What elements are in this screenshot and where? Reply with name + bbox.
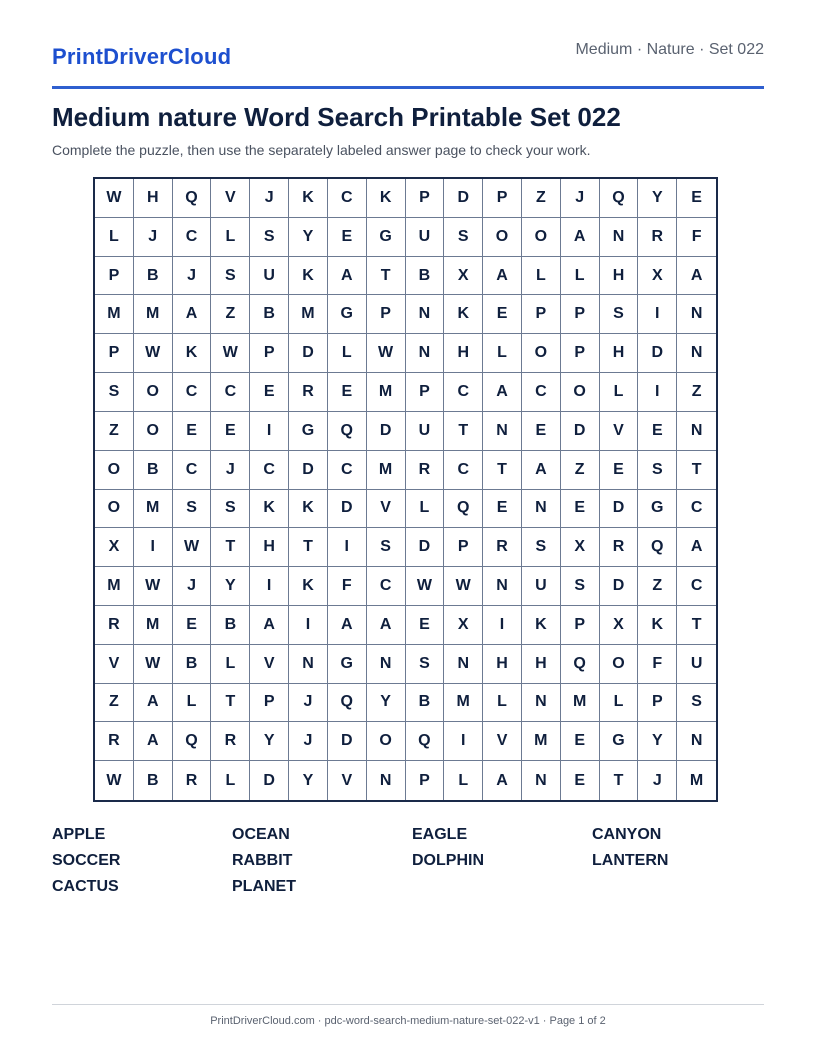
grid-cell: Q xyxy=(561,645,600,684)
grid-cell: P xyxy=(250,334,289,373)
grid-cell: Y xyxy=(211,567,250,606)
page-subtitle: Complete the puzzle, then use the separately labeled answer page to check your work. xyxy=(52,142,591,158)
grid-cell: E xyxy=(561,490,600,529)
grid-cell: V xyxy=(211,179,250,218)
grid-cell: Y xyxy=(638,722,677,761)
grid-cell: U xyxy=(250,257,289,296)
grid-cell: R xyxy=(638,218,677,257)
grid-cell: M xyxy=(134,606,173,645)
grid-cell: S xyxy=(211,257,250,296)
grid-cell: K xyxy=(522,606,561,645)
grid-cell: K xyxy=(289,490,328,529)
grid-cell: F xyxy=(328,567,367,606)
grid-cell: B xyxy=(250,295,289,334)
grid-cell: W xyxy=(134,334,173,373)
grid-cell: S xyxy=(95,373,134,412)
grid-cell: B xyxy=(173,645,212,684)
grid-cell: S xyxy=(406,645,445,684)
grid-cell: W xyxy=(367,334,406,373)
grid-cell: N xyxy=(677,334,716,373)
grid-cell: B xyxy=(406,684,445,723)
grid-cell: M xyxy=(689,771,704,789)
grid-cell: J xyxy=(561,179,600,218)
grid-cell: L xyxy=(173,684,212,723)
grid-cell: Z xyxy=(522,179,561,218)
grid-cell: J xyxy=(289,684,328,723)
page-footer: PrintDriverCloud.com · pdc-word-search-medium-nature-set-022-v1 · Page 1 of 2 xyxy=(52,1004,764,1027)
grid-cell: L xyxy=(522,257,561,296)
grid-cell: E xyxy=(328,373,367,412)
grid-cell: Z xyxy=(95,412,134,451)
grid-cell: T xyxy=(483,451,522,490)
grid-cell: L xyxy=(561,257,600,296)
grid-cell: O xyxy=(95,490,134,529)
grid-cell: R xyxy=(600,528,639,567)
grid-cell: T xyxy=(600,761,639,800)
grid-cell: J xyxy=(173,257,212,296)
grid-cell: E xyxy=(483,295,522,334)
grid-cell: O xyxy=(522,334,561,373)
grid-cell: N xyxy=(522,684,561,723)
grid-cell: E xyxy=(328,218,367,257)
grid-cell: X xyxy=(444,606,483,645)
grid-cell: G xyxy=(328,645,367,684)
grid-cell: E xyxy=(173,606,212,645)
grid-cell: A xyxy=(561,218,600,257)
grid-cell: V xyxy=(250,645,289,684)
grid-cell: L xyxy=(211,218,250,257)
grid-cell: A xyxy=(328,257,367,296)
grid-cell: E xyxy=(561,761,600,800)
grid-cell: P xyxy=(561,295,600,334)
grid-cell: Q xyxy=(600,179,639,218)
grid-cell: D xyxy=(561,412,600,451)
grid-cell: N xyxy=(677,295,716,334)
grid-cell: C xyxy=(173,373,212,412)
grid-cell: X xyxy=(600,606,639,645)
grid-cell: N xyxy=(444,645,483,684)
grid-cell: K xyxy=(250,490,289,529)
grid-cell: X xyxy=(561,528,600,567)
grid-cell: I xyxy=(250,412,289,451)
grid-cell: Q xyxy=(406,722,445,761)
word-list-item: OCEAN xyxy=(232,826,290,843)
word-list-item: CACTUS xyxy=(52,878,119,895)
grid-cell: N xyxy=(406,295,445,334)
grid-cell: B xyxy=(406,257,445,296)
grid-cell: P xyxy=(95,334,134,373)
grid-cell: S xyxy=(367,528,406,567)
grid-cell: W xyxy=(173,528,212,567)
grid-cell: M xyxy=(134,295,173,334)
grid-cell: W xyxy=(406,567,445,606)
grid-cell: N xyxy=(367,761,406,800)
grid-cell: O xyxy=(134,373,173,412)
grid-cell: I xyxy=(289,606,328,645)
grid-cell: H xyxy=(600,257,639,296)
grid-cell: S xyxy=(677,684,716,723)
page-header xyxy=(52,38,764,89)
grid-cell: M xyxy=(95,295,134,334)
grid-cell: T xyxy=(444,412,483,451)
grid-cell: B xyxy=(211,606,250,645)
grid-cell: O xyxy=(561,373,600,412)
grid-cell: D xyxy=(250,761,289,800)
grid-cell: C xyxy=(250,451,289,490)
grid-cell: Z xyxy=(211,295,250,334)
grid-cell: P xyxy=(95,257,134,296)
grid-cell: W xyxy=(95,179,134,218)
grid-cell: P xyxy=(638,684,677,723)
grid-cell: N xyxy=(289,645,328,684)
grid-cell: A xyxy=(134,684,173,723)
grid-cell: M xyxy=(561,684,600,723)
grid-cell: C xyxy=(522,373,561,412)
grid-cell: Q xyxy=(328,412,367,451)
grid-cell: I xyxy=(134,528,173,567)
grid-cell: D xyxy=(600,490,639,529)
grid-cell: N xyxy=(406,334,445,373)
grid-cell: G xyxy=(600,722,639,761)
grid-cell: N xyxy=(483,567,522,606)
grid-cell: R xyxy=(173,761,212,800)
grid-cell: R xyxy=(211,722,250,761)
word-list xyxy=(52,825,764,903)
puzzle-meta: Medium · Nature · Set 022 xyxy=(575,41,764,58)
grid-cell: S xyxy=(561,567,600,606)
grid-cell: P xyxy=(367,295,406,334)
grid-cell: J xyxy=(134,218,173,257)
word-list-item: APPLE xyxy=(52,826,106,843)
grid-cell: I xyxy=(250,567,289,606)
grid-cell: A xyxy=(328,606,367,645)
grid-cell: A xyxy=(677,528,716,567)
grid-cell: V xyxy=(367,490,406,529)
grid-cell: E xyxy=(173,412,212,451)
grid-cell: P xyxy=(250,684,289,723)
grid-cell: S xyxy=(211,490,250,529)
grid-cell: M xyxy=(367,373,406,412)
grid-cell: Q xyxy=(328,684,367,723)
grid-cell: S xyxy=(600,295,639,334)
grid-cell: M xyxy=(367,451,406,490)
grid-cell: L xyxy=(211,645,250,684)
grid-cell: W xyxy=(134,567,173,606)
grid-cell: E xyxy=(600,451,639,490)
grid-cell: M xyxy=(289,295,328,334)
grid-cell: U xyxy=(406,412,445,451)
grid-cell: E xyxy=(406,606,445,645)
grid-cell: J xyxy=(638,761,677,800)
grid-cell: D xyxy=(406,528,445,567)
grid-cell: Z xyxy=(561,451,600,490)
grid-cell: O xyxy=(367,722,406,761)
grid-cell: C xyxy=(677,567,716,606)
grid-cell: W xyxy=(95,761,134,800)
grid-cell: P xyxy=(561,334,600,373)
grid-cell: D xyxy=(444,179,483,218)
grid-cell: P xyxy=(522,295,561,334)
grid-cell: C xyxy=(444,451,483,490)
word-list-item: PLANET xyxy=(232,878,296,895)
grid-cell: A xyxy=(173,295,212,334)
grid-cell: K xyxy=(289,179,328,218)
grid-cell: S xyxy=(250,218,289,257)
page-title: Medium nature Word Search Printable Set 022 xyxy=(52,102,621,132)
grid-cell: Z xyxy=(677,373,716,412)
grid-cell: C xyxy=(444,373,483,412)
grid-cell: A xyxy=(522,451,561,490)
grid-cell: A xyxy=(367,606,406,645)
grid-cell: A xyxy=(483,257,522,296)
grid-cell: C xyxy=(173,218,212,257)
grid-cell: V xyxy=(328,761,367,800)
grid-cell: X xyxy=(95,528,134,567)
grid-cell: I xyxy=(638,373,677,412)
grid-cell: L xyxy=(600,373,639,412)
grid-cell: J xyxy=(250,179,289,218)
grid-cell: I xyxy=(483,606,522,645)
grid-cell: E xyxy=(211,412,250,451)
grid-cell: O xyxy=(95,451,134,490)
grid-cell: P xyxy=(406,179,445,218)
grid-cell: S xyxy=(444,218,483,257)
grid-cell: K xyxy=(367,179,406,218)
worksheet-page xyxy=(52,0,764,1056)
grid-cell: F xyxy=(638,645,677,684)
grid-cell: N xyxy=(522,761,561,800)
word-list-item: SOCCER xyxy=(52,852,121,869)
grid-cell: D xyxy=(328,722,367,761)
grid-cell: W xyxy=(444,567,483,606)
grid-cell: C xyxy=(328,179,367,218)
grid-cell: N xyxy=(483,412,522,451)
grid-cell: J xyxy=(173,567,212,606)
grid-cell: L xyxy=(444,761,483,800)
grid-cell: B xyxy=(134,761,173,800)
grid-cell: Z xyxy=(638,567,677,606)
grid-cell: V xyxy=(95,645,134,684)
grid-cell: N xyxy=(367,645,406,684)
grid-cell: B xyxy=(134,257,173,296)
grid-cell: S xyxy=(173,490,212,529)
grid-cell: F xyxy=(677,218,716,257)
grid-cell: C xyxy=(328,451,367,490)
grid-cell: A xyxy=(134,722,173,761)
grid-cell: Q xyxy=(444,490,483,529)
grid-cell: U xyxy=(522,567,561,606)
grid-cell: K xyxy=(638,606,677,645)
grid-cell: N xyxy=(677,722,716,761)
grid-cell: B xyxy=(134,451,173,490)
word-list-item: CANYON xyxy=(592,826,662,843)
grid-cell: H xyxy=(600,334,639,373)
grid-cell: Q xyxy=(638,528,677,567)
grid-cell: V xyxy=(600,412,639,451)
word-list-item: LANTERN xyxy=(592,852,669,869)
grid-cell: K xyxy=(289,257,328,296)
grid-cell: E xyxy=(522,412,561,451)
grid-cell: Q xyxy=(173,179,212,218)
grid-cell: J xyxy=(211,451,250,490)
grid-cell: R xyxy=(289,373,328,412)
grid-cell: H xyxy=(522,645,561,684)
grid-cell: C xyxy=(367,567,406,606)
grid-cell: K xyxy=(289,567,328,606)
grid-cell: P xyxy=(444,528,483,567)
grid-cell: D xyxy=(367,412,406,451)
grid-cell: R xyxy=(406,451,445,490)
grid-cell: M xyxy=(134,490,173,529)
grid-cell: T xyxy=(677,606,716,645)
grid-cell: E xyxy=(561,722,600,761)
grid-cell: U xyxy=(406,218,445,257)
grid-cell: L xyxy=(483,334,522,373)
grid-cell: D xyxy=(328,490,367,529)
grid-cell: X xyxy=(638,257,677,296)
grid-cell: O xyxy=(600,645,639,684)
grid-cell: V xyxy=(483,722,522,761)
grid-cell: W xyxy=(211,334,250,373)
grid-cell: C xyxy=(211,373,250,412)
grid-cell: X xyxy=(444,257,483,296)
grid-cell: Y xyxy=(289,218,328,257)
grid-cell: D xyxy=(289,451,328,490)
grid-cell: N xyxy=(600,218,639,257)
grid-cell: L xyxy=(95,218,134,257)
grid-cell: M xyxy=(95,567,134,606)
grid-cell: T xyxy=(211,528,250,567)
grid-cell: E xyxy=(250,373,289,412)
grid-cell: Y xyxy=(289,761,328,800)
grid-cell: E xyxy=(483,490,522,529)
grid-cell: S xyxy=(522,528,561,567)
grid-cell: D xyxy=(289,334,328,373)
grid-cell: I xyxy=(444,722,483,761)
grid-cell: P xyxy=(561,606,600,645)
grid-cell: A xyxy=(483,761,522,800)
grid-cell: P xyxy=(483,179,522,218)
grid-cell: Y xyxy=(638,179,677,218)
grid-cell: S xyxy=(638,451,677,490)
grid-cell: G xyxy=(638,490,677,529)
grid-cell: J xyxy=(289,722,328,761)
grid-cell: G xyxy=(328,295,367,334)
grid-cell: D xyxy=(600,567,639,606)
grid-cell: O xyxy=(483,218,522,257)
grid-cell: U xyxy=(677,645,716,684)
grid-cell: H xyxy=(444,334,483,373)
grid-cell: L xyxy=(483,684,522,723)
grid-cell: H xyxy=(483,645,522,684)
grid-cell: K xyxy=(173,334,212,373)
grid-cell: A xyxy=(677,257,716,296)
grid-cell: K xyxy=(444,295,483,334)
grid-cell: L xyxy=(211,761,250,800)
word-list-item: DOLPHIN xyxy=(412,852,484,869)
grid-cell: E xyxy=(677,179,716,218)
grid-cell: W xyxy=(134,645,173,684)
word-list-item: EAGLE xyxy=(412,826,468,843)
grid-cell: O xyxy=(522,218,561,257)
grid-cell: E xyxy=(638,412,677,451)
grid-cell: G xyxy=(367,218,406,257)
grid-cell: H xyxy=(134,179,173,218)
grid-cell: R xyxy=(95,606,134,645)
grid-cell: P xyxy=(406,373,445,412)
grid-cell: N xyxy=(677,412,716,451)
brand-logo[interactable]: PrintDriverCloud xyxy=(52,44,232,69)
grid-cell: M xyxy=(444,684,483,723)
grid-cell: I xyxy=(638,295,677,334)
grid-cell: Z xyxy=(95,684,134,723)
grid-cell: H xyxy=(250,528,289,567)
grid-cell: Y xyxy=(250,722,289,761)
grid-cell: T xyxy=(289,528,328,567)
grid-cell: P xyxy=(406,761,445,800)
grid-cell: T xyxy=(367,257,406,296)
grid-cell: T xyxy=(211,684,250,723)
grid-cell: L xyxy=(328,334,367,373)
grid-cell: L xyxy=(406,490,445,529)
grid-cell: R xyxy=(95,722,134,761)
word-list-item: RABBIT xyxy=(232,852,293,869)
grid-cell: M xyxy=(522,722,561,761)
grid-cell: A xyxy=(250,606,289,645)
grid-cell: L xyxy=(600,684,639,723)
grid-cell: Y xyxy=(367,684,406,723)
grid-cell: N xyxy=(522,490,561,529)
grid-cell: T xyxy=(677,451,716,490)
grid-cell: C xyxy=(677,490,716,529)
grid-cell: C xyxy=(173,451,212,490)
grid-cell: Q xyxy=(173,722,212,761)
grid-cell: G xyxy=(289,412,328,451)
grid-cell: A xyxy=(483,373,522,412)
grid-cell: O xyxy=(134,412,173,451)
grid-cell: D xyxy=(638,334,677,373)
word-search-grid xyxy=(93,177,718,802)
grid-cell: I xyxy=(328,528,367,567)
grid-cell: R xyxy=(483,528,522,567)
